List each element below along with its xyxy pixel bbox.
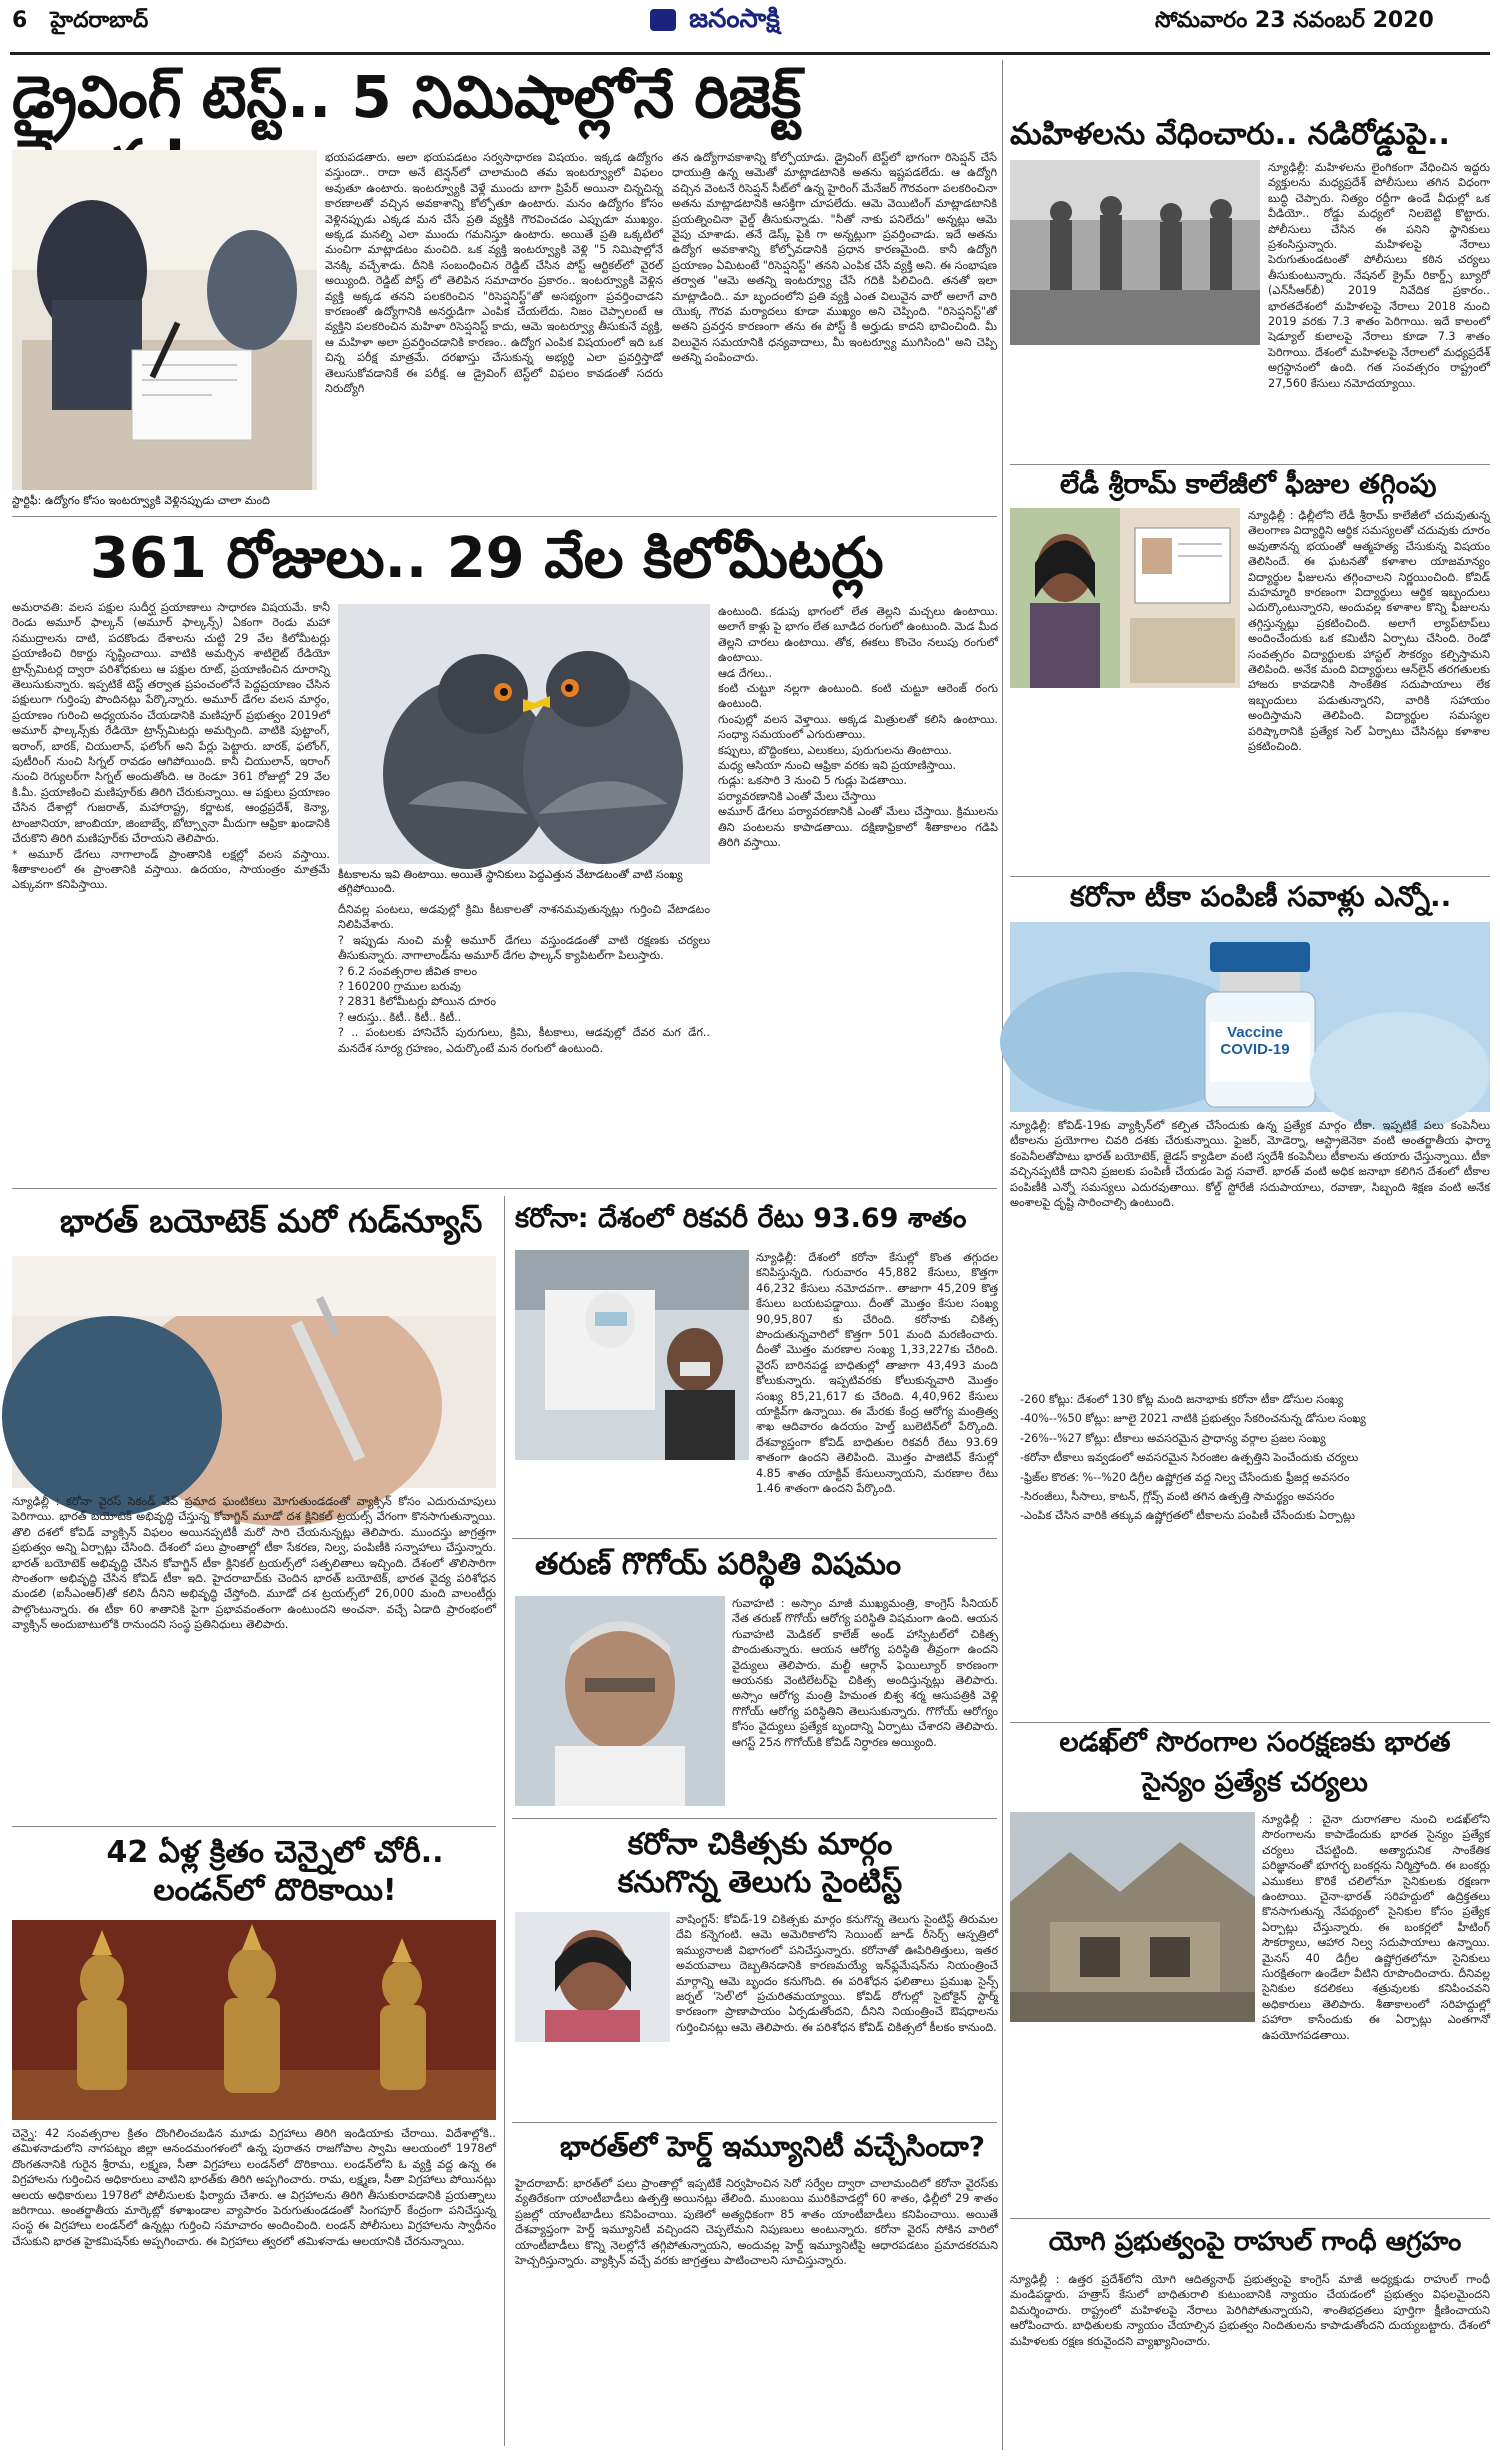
logo-icon [650, 9, 676, 31]
r3-stat-6: -సిరంజీలు, సీసాలు, కాటన్, గ్లోవ్స్ వంటి తగిన ఉత్పత్తి సామర్థ్యం అవసరం [1020, 1490, 1335, 1504]
a7-headline: కరోనా చికిత్సకు మార్గం [627, 1827, 893, 1862]
a3-headline: భారత్ బయోటెక్ మరో గుడ్‌న్యూస్ [60, 1202, 483, 1240]
page-number: 6 [12, 8, 28, 33]
r4-headline: లడఖ్‌లో సొరంగాల సంరక్షణకు భారత [1059, 1727, 1451, 1758]
a2-falcon-photo [338, 604, 710, 864]
a2-column-2: దీనివల్ల పంటలు, అడవుల్లో క్రిమి కీటకాలతో నాశనమవుతున్నట్లు గుర్తించి వేటాడటం నిలిపివేశారు. ? ఇప్పుడు నుంచి మళ్లీ అమూర్ డేగలు వస్తుండడంతో వాటి రక్షణకు చర్యలు తీసుకున్నారు. నాగాలాండ్‌ను అమూర్ డేగల ఫాల్కన్ క్యాపిటల్‌గా పిలుస్తారు. ? 6.2 సంవత్సరాల జీవిత కాలం ? 160200 గ్రాముల బరువు ? 2831 కిలోమీటర్లు పోయిన దూరం ? ఆరుస్తు.. కిటీ.. కిటీ.. కిటీ.. ? .. పంటలకు హానిచేసే పురుగులు, క్రిమి, కీటకాలు, ఆడవుల్లో దేవర మగ డేగ.. మనదేశ సూర్య గ్రహణం, ఎదుర్కొంటే మన రంగులో ఉంటుంది. [338, 903, 710, 1055]
r1-police-photo [1010, 160, 1260, 345]
a1-column-2: తన ఉద్యోగావకాశాన్ని కోల్పోయాడు. డ్రైవింగ్ టెస్ట్‌లో భాగంగా రిసెప్షన్ చేసే ధాయుత్రి ఉన్న ఆమెతో మాట్లాడటానికి అతను ఇష్టపడలేదు. ఆ ఉద్యోగి వచ్చిన వెంటనే రిసెప్షన్ సీట్‌లో ఉన్న హైరింగ్ మేనేజర్ గౌరవంగా పలకరించినా అతను మాట్లాడటానికి ఆసక్తిగా చూపలేదు. ఆమె వెయిటింగ్ మాట్లాడటానికి ప్రయత్నించినా వైల్డ్ తీసుకున్నాడు. "నీతో నాకు పనిలేదు" అన్నట్లు ఆమె వైపు చూశాడు. తనే డెస్క్ పైకి గా అన్నట్లుగా ప్రవర్తించాడు. ఇదే అతను ఉద్యోగ అవకాశాన్ని కోల్పోవడానికి ప్రధాన కారణమైంది. కానీ ఉద్యోగి ప్రయాణం ఏమిటంటే "రిసెప్షనిస్ట్" తనని ఎంపిక చేసే వ్యక్తి అని. ఈ సంభాషణ తర్వాత "ఆమె అతన్ని ఇంటర్వ్యూ చేసే గదికి పిలిచింది. తనతో ఇలా మాట్లాడింది.. మా బృందంలోని ప్రతి వ్యక్తి ఎంత విలువైన వారో అలాగే వారి యొక్క గౌరవ మర్యాదలు కూడా ముఖ్యం అని చెప్పింది. "రిసెప్షనిస్ట్"తో అతని ప్రవర్తన కారణంగా తను ఈ పోస్ట్ కి అర్హుడు కాదని భావించింది. మీ విలువైన సమయానికి ధన్యవాదాలు, మీ ఇంటర్వ్యూ ముగిసింది" అని చెప్పి అతన్ని పంపించారు. [672, 151, 997, 365]
a4-body: చెన్నై: 42 సంవత్సరాల క్రితం దొంగిలించబడిన మూడు విగ్రహాలు తిరిగి ఇండియాకు చేరాయి. విదేశాల్లోకి.. తమిళనాడులోని నాగపట్నం జిల్లా ఆనందమంగళంలో ఉన్న పురాతన రాజగోపాల స్వామి ఆలయంలో 1978లో దొంగతనానికి గురైన శ్రీరామ, లక్ష్మణ, సీతా విగ్రహాలు లండన్‌లో దొరికాయి. లండన్‌లోని ఓ వ్యక్తి వద్ద ఉన్న ఈ విగ్రహాలను గుర్తించిన అధికారులు వాటిని భారత్‌కు తిరిగి అప్పగించారు. రామ, లక్ష్మణ, సీతా విగ్రహాలు పోయినట్లు ఆలయ అధికారులు 1978లో పోలీసులకు ఫిర్యాదు చేశారు. ఆ విగ్రహాలను తిరిగి తీసుకురావడానికి ప్రయత్నాలు జరిగాయి. అంతర్జాతీయ మార్కెట్లో కళాఖండాల వ్యాపారం పెరుగుతుండడంతో సింగపూర్ కేంద్రంగా పనిచేస్తున్న సంస్థ ఈ విగ్రహాలు లండన్‌లో ఉన్నట్లు గుర్తించి సమాచారం అందించింది. లండన్ పోలీసులు విగ్రహాలను స్వాధీనం చేసుకుని భారత హైకమిషన్‌కు అప్పగించారు. ఈ విగ్రహాలు త్వరలో తమిళనాడు ఆలయానికి చేరనున్నాయి. [12, 2127, 496, 2248]
a7-headline-line2: కనుగొన్న తెలుగు సైంటిస్ట్ [617, 1865, 903, 1900]
a3-divider [12, 1826, 496, 1827]
issue-date: సోమవారం 23 నవంబర్ 2020 [1155, 8, 1434, 33]
r2-student-photo [1010, 508, 1240, 688]
r3-vial-label: Vaccine COVID-19 [1220, 1024, 1290, 1058]
r1-headline: మహిళలను వేధించారు.. నడిరోడ్డుపై.. [1010, 117, 1450, 152]
a1-divider [12, 516, 997, 517]
a2-divider [12, 1188, 997, 1189]
header-rule [10, 52, 1490, 55]
a4-idols-photo [12, 1920, 496, 2120]
r1-body: న్యూఢిల్లీ: మహిళలను లైంగికంగా వేధించిన ఇద్దరు వ్యక్తులను మధ్యప్రదేశ్ పోలీసులు తగిన విధంగా బుద్ధి చెప్పారు. నిత్యం రద్దీగా ఉండే వీధుల్లో ఒక వీడియో.. రోడ్డు మధ్యలో నిలబెట్టి కొట్టారు. పోలీసులు చేసిన ఈ పనిని స్థానికులు ప్రశంసిస్తున్నారు. మహిళలపై నేరాలు పెరుగుతుండటంతో పోలీసులు కఠిన చర్యలు తీసుకుంటున్నారు. నేషనల్ క్రైమ్ రికార్డ్స్ బ్యూరో (ఎన్‌సీఆర్‌బీ) 2019 నివేదిక ప్రకారం.. భారతదేశంలో మహిళలపై నేరాలు 2018 నుంచి 2019 వరకు 7.3 శాతం పెరిగాయి. ఇదే కాలంలో షెడ్యూల్ కులాలపై నేరాలు కూడా 7.3 శాతం పెరిగాయి. దేశంలో మహిళలపై నేరాలలో మధ్యప్రదేశ్ అగ్రస్థానంలో ఉంది. గత సంవత్సరం రాష్ట్రంలో 27,560 కేసులు నమోదయ్యాయి. [1268, 161, 1490, 390]
a5-covid-test-photo [515, 1250, 749, 1460]
newspaper-logo [650, 4, 780, 40]
r3-stat-7: -ఎంపిక చేసిన వారికి తక్కువ ఉష్ణోగ్రతలో టీకాలను పంపిణీ చేసేందుకు ఏర్పాట్లు [1020, 1509, 1356, 1523]
r3-stat-4: -కరోనా టీకాలు ఇవ్వడంలో అవసరమైన సిరంజిల ఉత్పత్తిని పెంచేందుకు చర్యలు [1020, 1451, 1359, 1465]
a5-divider [512, 1538, 997, 1539]
a4-headline: 42 ఏళ్ల క్రితం చెన్నైలో చోరీ.. [106, 1835, 444, 1870]
a2-caption: కీటకాలను ఇవి తింటాయి. అయితే స్థానికులు పెద్దఎత్తున వేటాడటంతో వాటి సంఖ్య తగ్గిపోయింది. [338, 868, 683, 895]
r4-bunker-photo [1010, 1812, 1255, 2022]
a2-column-3: ఉంటుంది. కడుపు భాగంలో లేత తెల్లని మచ్చలు ఉంటాయి. అలాగే కాళ్లు పై భాగం లేత బూడిద రంగులో ఉంటుంది. మెడ మీద తెల్లని చారలు ఉంటాయి. తోక, ఈకలు కొంచెం నలుపు రంగులో ఉంటాయి. ఆడ దేగలు.. కంటి చుట్టూ నల్లగా ఉంటుంది. కంటి చుట్టూ ఆరెంజ్ రంగు ఉంటుంది. గుంపుల్లో వలస వెళ్తాయి. అక్కడ మిత్రులతో కలిసి ఉంటాయి. సంధ్యా సమయంలో ఎగురుతాయి. కప్పులు, బొద్దింకలు, ఎలుకలు, పురుగులను తింటాయి. మధ్య ఆసియా నుంచి ఆఫ్రికా వరకు ఇవి ప్రయాణిస్తాయి. గుడ్లు: ఒకసారి 3 నుంచి 5 గుడ్లు పెడతాయి. పర్యావరణానికి ఎంతో మేలు చేస్తాయి అమూర్ డేగలు పర్యావరణానికి ఎంతో మేలు చేస్తాయి. క్రిములను తిని పంటలను కాపాడతాయి. దక్షిణాఫ్రికాలో శీతాకాలం గడిపి తిరిగి వస్తాయి. [718, 605, 998, 850]
a5-headline: కరోనా: దేశంలో రికవరీ రేటు 93.69 శాతం [515, 1203, 967, 1234]
column-divider [1002, 60, 1003, 2450]
a1-interview-photo [12, 150, 317, 490]
a7-divider [512, 2122, 997, 2123]
r2-headline: లేడీ శ్రీరామ్ కాలేజీలో ఫీజుల తగ్గింపు [1060, 469, 1437, 500]
a7-body: వాషింగ్టన్: కోవిడ్-19 చికిత్సకు మార్గం కనుగొన్న తెలుగు సైంటిస్ట్ తిరుమల దేవి కన్నెగంటి. ఆమె అమెరికాలోని సెయింట్ జూడ్ రీసెర్చ్ ఆస్పత్రిలో ఇమ్యునాలజీ విభాగంలో పనిచేస్తున్నారు. కరోనాతో ఊపిరితిత్తులు, ఇతర అవయవాలు దెబ్బతినడానికి కారణమయ్యే ఇన్‌ఫ్లమేషన్‌ను నియంత్రించే మార్గాన్ని ఆమె బృందం కనుగొంది. ఈ పరిశోధన ఫలితాలు ప్రముఖ సైన్స్ జర్నల్ 'సెల్'లో ప్రచురితమయ్యాయి. కోవిడ్ రోగుల్లో సైటోకైన్ స్టార్మ్ కారణంగా ప్రాణాపాయం ఏర్పడుతోందని, దీనిని నియంత్రించే ఔషధాలను గుర్తించినట్లు ఆమె తెలిపారు. ఈ పరిశోధన కోవిడ్ చికిత్సలో కీలకం కానుంది. [676, 1913, 998, 2034]
r4-body: న్యూఢిల్లీ : చైనా దురాగతాల నుంచి లడఖ్‌లోని సొరంగాలను కాపాడేందుకు భారత సైన్యం ప్రత్యేక చర్యలు చేపట్టింది. అత్యాధునిక సాంకేతిక పరిజ్ఞానంతో భూగర్భ బంకర్లను నిర్మిస్తోంది. ఈ బంకర్లు ఎముకలు కొరికే చలిలోనూ సైనికులకు రక్షణగా ఉంటాయి. చైనా-భారత్ సరిహద్దులో ఉద్రిక్తతలు కొనసాగుతున్న నేపథ్యంలో సైనికుల కోసం ప్రత్యేక ఏర్పాట్లు చేస్తున్నారు. ఈ బంకర్లలో హీటింగ్ సౌకర్యాలు, ఆహార నిల్వ సదుపాయాలు ఉన్నాయి. మైనస్ 40 డిగ్రీల ఉష్ణోగ్రతలోనూ సైనికులు సురక్షితంగా ఉండేలా వీటిని రూపొందించారు. దీనివల్ల సైనికుల కదలికలు శత్రువులకు కనిపించవని అధికారులు తెలిపారు. శీతాకాలంలో సరిహద్దుల్లో పహారా కాసేందుకు ఈ ఏర్పాట్లు ఎంతగానో ఉపయోగపడతాయి. [1262, 1813, 1490, 2042]
r3-stat-2: -40%--%50 కోట్లు: జూలై 2021 నాటికి ప్రభుత్వం సేకరించనున్న డోసుల సంఖ్య [1020, 1412, 1366, 1426]
section-name: హైదరాబాద్ [50, 8, 149, 33]
a1-caption: స్టార్టిఫీ: ఉద్యోగం కోసం ఇంటర్వ్యూకి వెళ్లినప్పుడు చాలా మంది [12, 494, 270, 507]
r2-body: న్యూఢిల్లీ : ఢిల్లీలోని లేడీ శ్రీరామ్ కాలేజీలో చదువుతున్న తెలంగాణ విద్యార్థిని ఆర్థిక సమస్యలతో చదువుకు దూరం అవుతానన్న భయంతో ఆత్మహత్య చేసుకున్న విషయం తెలిసిందే. ఈ ఘటనతో కళాశాల యాజమాన్యం విద్యార్థుల ఫీజులను తగ్గించాలని నిర్ణయించింది. కోవిడ్ మహమ్మారి కారణంగా విద్యార్థులు ఆర్థిక ఇబ్బందులు ఎదుర్కొంటున్నారని, అందువల్ల కళాశాల కొన్ని ఫీజులను తగ్గిస్తున్నట్లు ప్రకటించింది. అలాగే ల్యాప్‌టాప్‌లు అందించేందుకు ఒక కమిటీని ఏర్పాటు చేసింది. రెండో సంవత్సరం విద్యార్థులకు హాస్టల్ సౌకర్యం కల్పిస్తామని తెలిపింది. అనేక మంది విద్యార్థులు ఆన్‌లైన్ తరగతులకు హాజరు కావడానికి సాంకేతిక సదుపాయాలు లేక ఇబ్బందులు పడుతున్నారని, వారికి సహాయం అందిస్తామని తెలిపింది. విద్యార్థుల సమస్యల పరిష్కారానికి ప్రత్యేక సెల్ ఏర్పాటు చేసినట్లు కళాశాల ప్రకటించింది. [1248, 509, 1490, 754]
a1-headline: డ్రైవింగ్ టెస్ట్.. 5 నిమిషాల్లోనే రిజెక్ట్ [12, 63, 802, 131]
r2-divider [1010, 876, 1490, 877]
r1-divider [1010, 464, 1490, 465]
r5-headline: యోగి ప్రభుత్వంపై రాహుల్ గాంధీ ఆగ్రహం [1048, 2227, 1462, 2257]
a8-headline: భారత్‌లో హెర్డ్ ఇమ్యూనిటీ వచ్చేసిందా? [560, 2130, 985, 2163]
lower-left-divider [504, 1196, 505, 2446]
a8-body: హైదరాబాద్: భారత్‌లో పలు ప్రాంతాల్లో ఇప్పటికే నిర్వహించిన సెరో సర్వేల ద్వారా చాలామందిలో కరోనా వైరస్‌కు వ్యతిరేకంగా యాంటీబాడీలు ఉత్పత్తి అయినట్లు తేలింది. ముంబయి మురికివాడల్లో 60 శాతం, ఢిల్లీలో 29 శాతం ప్రజల్లో యాంటీబాడీలు కనిపించాయి. పుణెలో అత్యధికంగా 85 శాతం యాంటీబాడీలు కనిపించాయి. అయితే దేశవ్యాప్తంగా హెర్డ్ ఇమ్యూనిటీ వచ్చిందని చెప్పలేమని నిపుణులు అంటున్నారు. కరోనా వైరస్ సోకిన వారిలో యాంటీబాడీలు కొన్ని నెలల్లోనే తగ్గిపోతున్నాయని, అందువల్ల హెర్డ్ ఇమ్యూనిటీపై ఆధారపడటం ప్రమాదకరమని హెచ్చరిస్తున్నారు. వ్యాక్సిన్ వచ్చే వరకు జాగ్రత్తలు పాటించాలని సూచిస్తున్నారు. [515, 2177, 998, 2268]
r4-headline-line2: సైన్యం ప్రత్యేక చర్యలు [1142, 1767, 1368, 1798]
a7-scientist-photo [515, 1912, 670, 2042]
r3-stat-3: -26%--%27 కోట్లు: టీకాలు అవసరమైన ప్రాధాన్య వర్గాల ప్రజల సంఖ్య [1020, 1431, 1326, 1445]
a6-body: గువాహటి : అస్సాం మాజీ ముఖ్యమంత్రి, కాంగ్రెస్ సీనియర్ నేత తరుణ్ గొగోయ్ ఆరోగ్య పరిస్థితి విషమంగా ఉంది. ఆయన గువాహటి మెడికల్ కాలేజ్ అండ్ హాస్పిటల్‌లో చికిత్స పొందుతున్నారు. ఆయన ఆరోగ్య పరిస్థితి తీవ్రంగా ఉందని వైద్యులు తెలిపారు. మల్టీ ఆర్గాన్ ఫెయిల్యూర్ కారణంగా ఆయనకు వెంటిలేటర్‌పై చికిత్స అందిస్తున్నట్లు తెలిపారు. అస్సాం ఆరోగ్య మంత్రి హిమంత బిశ్వ శర్మ ఆసుపత్రికి వెళ్లి గొగోయ్ ఆరోగ్య పరిస్థితిని తెలుసుకున్నారు. గొగోయ్ ఆరోగ్యం కోసం వైద్యులు ప్రత్యేక బృందాన్ని ఏర్పాటు చేశారని తెలిపారు. ఆగస్ట్ 25న గొగోయ్‌కి కోవిడ్ నిర్ధారణ అయ్యింది. [732, 1597, 998, 1749]
a2-column-1: అమరావతి: వలస పక్షుల సుదీర్ఘ ప్రయాణాలు సాధారణ విషయమే. కానీ రెండు అమూర్ ఫాల్కన్ (అమూర్ ఫాల్కన్స్) ఏకంగా రెండు మహా సముద్రాలను దాటి, పదకొండు దేశాలను చుట్టి 29 వేల కిలోమీటర్లు ప్రయాణించి రికార్డు సృష్టించాయి. వాటికి అమర్చిన శాటిలైట్ రేడియో ట్రాన్స్‌మిటర్ల ద్వారా పరిశోధకులు ఆ పక్షుల రూట్, ప్రయాణించిన దూరాన్ని తెలుసుకున్నారు. ఇప్పటికే టెస్ట్ తర్వాత ప్రపంచంలోనే పెద్దప్రయాణం చేసిన పక్షులుగా గుర్తింపు పొందినట్లు పేర్కొన్నారు. అమూర్ డేగల వలస మార్గం, ప్రయాణం గురించి అధ్యయనం చేయడానికి మణిపూర్ ప్రభుత్వం 2019లో అమూర్ ఫాల్కన్స్‌కు రేడియో ట్రాన్స్‌మిటర్లు అమర్చింది. వాటికి పుట్టాంగ్, ఇరాంగ్, బారక్, చియులాన్, ఫలోంగ్ అని పేర్లు పెట్టారు. బారక్, ఫలోంగ్, పుటీరింగ్ నుంచి సిగ్నల్ రావడం ఆగిపోయింది. కానీ చియులాన్, ఇరాంగ్ నుంచి రెగ్యులర్‌గా సిగ్నల్ అందుతోంది. ఆ రెండూ 361 రోజుల్లో 29 వేల కి.మీ. ప్రయాణించి మణిపూర్‌కు తిరిగి చేరుకున్నాయి. ఆ పక్షులు ప్రయాణం చేసిన దేశాల్లో గుజరాత్, మహారాష్ట్ర, కర్ణాటక, ఆంధ్రప్రదేశ్, కెన్యా, టాంజానియా, జాంబియా, జింబాబ్వే, బోట్స్వానా మీదుగా ఆఫ్రికా ఖండానికి చేరుకొని తిరిగి మణిపూర్‌కు చేరాయని తెలిపారు. * అమూర్ డేగలు నాగాలాండ్ ప్రాంతానికి లక్షల్లో వలస వస్తాయి. శీతాకాలంలో ఈ ప్రాంతానికి వస్తాయి. ఉదయం, సాయంత్రం మాత్రమే ఎక్కువగా కనిపిస్తాయి. [12, 601, 330, 892]
a6-gogoi-photo [515, 1596, 725, 1806]
logo-text: జనంసాక్షి [689, 4, 780, 34]
r3-vaccine-vial-photo [1010, 922, 1490, 1112]
a5-body: న్యూఢిల్లీ: దేశంలో కరోనా కేసుల్లో కొంత తగ్గుదల కనిపిస్తున్నది. గురువారం 45,882 కేసులు, కొత్తగా 46,232 కేసులు నమోదవగా.. తాజాగా 45,209 కొత్త కేసులు బయటపడ్డాయి. దీంతో మొత్తం కేసుల సంఖ్య 90,95,807 కు చేరింది. కరోనాకు చికిత్స పొందుతున్నవారిలో కొత్తగా 501 మంది మరణించారు. దీంతో మొత్తం మరణాల సంఖ్య 1,33,227కు చేరింది. వైరస్ బారినపడ్డ బాధితుల్లో తాజాగా 43,493 మంది కోలుకున్నారు. ఇప్పటివరకు కోలుకున్నవారి మొత్తం సంఖ్య 85,21,617 కు చేరింది. 4,40,962 కేసులు యాక్టివ్‌గా ఉన్నాయి. ఈ మేరకు కేంద్ర ఆరోగ్య మంత్రిత్వ శాఖ ఆదివారం ఉదయం హెల్త్ బులెటిన్‌లో పేర్కొంది. దేశవ్యాప్తంగా కోవిడ్ బాధితుల రికవరీ రేటు 93.69 శాతంగా ఉందని తెలిపింది. మొత్తం పాజిటివ్ కేసుల్లో 4.85 శాతం యాక్టివ్ కేసులున్నాయని, మరణాల రేటు 1.46 శాతంగా ఉందని పేర్కొంది. [756, 1251, 998, 1496]
r3-stat-5: -ఫ్రిజ్‌ల కొరత: %--%20 డిగ్రీల ఉష్ణోగ్రత వద్ద నిల్వ చేసేందుకు ఫ్రీజర్ల అవసరం [1020, 1470, 1350, 1484]
r5-body: న్యూఢిల్లీ : ఉత్తర ప్రదేశ్‌లోని యోగి ఆదిత్యనాథ్ ప్రభుత్వంపై కాంగ్రెస్ మాజీ అధ్యక్షుడు రాహుల్ గాంధీ మండిపడ్డారు. హత్రాస్ కేసులో బాధితురాలి కుటుంబానికి న్యాయం చేయడంలో ప్రభుత్వం విఫలమైందని విమర్శించారు. రాష్ట్రంలో మహిళలపై నేరాలు పెరిగిపోతున్నాయని, శాంతిభద్రతలు పూర్తిగా క్షీణించాయని ఆరోపించారు. బాధితులకు న్యాయం చేయాల్సిన ప్రభుత్వం నిందితులను కాపాడుతోందని దుయ్యబట్టారు. దేశంలో మహిళలకు రక్షణ కరువైందని వ్యాఖ్యానించారు. [1010, 2273, 1490, 2348]
page-number-and-section [12, 8, 148, 38]
a3-vaccine-arm-photo [12, 1256, 496, 1488]
r3-divider [1010, 1722, 1490, 1723]
r3-stat-1: -260 కోట్లు: దేశంలో 130 కోట్ల మంది జనాభాకు కరోనా టీకా డోసుల సంఖ్య [1020, 1393, 1344, 1406]
a6-headline: తరుణ్ గొగోయ్ పరిస్థితి విషమం [535, 1547, 902, 1582]
a4-headline-line2: లండన్‌లో దొరికాయి! [153, 1873, 397, 1908]
r4-divider [1010, 2218, 1490, 2219]
a6-divider [512, 1818, 997, 1819]
a1-column-1: భయపడతారు. అలా భయపడటం సర్వసాధారణ విషయం. ఇక్కడ ఉద్యోగం వస్తుందా.. రాదా అనే టెన్షన్‌లో చాలామంది తమ ఇంటర్వ్యూలో విఫలం అవుతూ ఉంటారు. ఇంటర్వ్యూకి వెళ్లే ముందు బాగా ప్రిపేర్ అయినా చిన్నచిన్న కారణాలతో వచ్చిన అవకాశాన్ని కోల్పోతూ ఉంటారు. మనం ఉద్యోగం కోసం వెళ్లినప్పుడు ఎక్కడ మన చేసే ప్రతి వ్యక్తికి గౌరవించడం ఎప్పుడూ ముఖ్యం. అక్కడ మనల్ని ఎలా ముందు గమనిస్తూ ఉంటారు. అయితే ప్రతి ఒక్కటిలో మంచిగా మాట్లాడటం మంచిది. ఒక వ్యక్తి ఇంటర్వ్యూకి వెళ్లి "5 నిమిషాల్లోనే వెనక్కి వచ్చేశాడు. దీనికి సంబంధించిన రెడ్డిట్ చేసిన పోస్ట్ ఆర్టికల్‌లో వైరల్ అయ్యింది. రెడ్డిట్ పోస్ట్ లో తెలిపిన సమాచారం ప్రకారం.. ఇంటర్వ్యూకి వెళ్లిన వ్యక్తి అక్కడ తనని పలకరించిన "రిసెప్షనిస్ట్"తో అసభ్యంగా ప్రవర్తించాడని కారణంతో ఉద్యోగానికి అనర్హుడిగా ఎంపిక చేయలేదు. నిజం చెప్పాలంటే ఆ వ్యక్తిని పలకరించిన మహిళా రిసెప్షనిస్ట్ కాదు, ఆమె ఇంటర్వ్యూ తీసుకునే వ్యక్తి, ఆ మహిళా అలా ప్రవర్తించడానికి కారణం.. ఉద్యోగ ఎంపిక విషయంలో ఇది ఒక చిన్న పరీక్ష మాత్రమే. దరఖాస్తు చేసుకున్న అభ్యర్థి ఎలా ప్రవర్తిస్తాడో తెలుసుకోవడానికే ఈ పరీక్ష. ఆ డ్రైవింగ్ టెస్ట్‌లో విఫలం కావడంతో సదరు నిరుద్యోగి [325, 151, 663, 396]
r3-stats-list [1010, 1392, 1490, 1668]
a2-headline: 361 రోజులు.. 29 వేల కిలోమీటర్లు [90, 526, 884, 591]
r3-intro: న్యూఢిల్లీ: కోవిడ్-19కు వ్యాక్సిన్‌లో కల్పిత చేసేందుకు ఉన్న ప్రత్యేక మార్గం టీకా. ఇప్పటికే పలు కంపెనీలు టీకాలను ప్రయోగాల చివరి దశకు చేరుకున్నాయి. ఫైజర్, మోడెర్నా, ఆస్ట్రాజెనెకా వంటి అంతర్జాతీయ ఫార్మా కంపెనీలతోపాటు భారత్ బయోటెక్, జైడస్ క్యాడిలా వంటి స్వదేశీ కంపెనీలు టీకాలను తయారు చేస్తున్నాయి. టీకా వచ్చినప్పటికీ దానిని ప్రజలకు పంపిణీ చేయడం పెద్ద సవాలే. భారత్ వంటి అధిక జనాభా కలిగిన దేశంలో టీకాల పంపిణీకి ఎన్నో సమస్యలు ఎదురవుతాయి. కోల్డ్ స్టోరేజీ సదుపాయాలు, రవాణా, సిబ్బంది శిక్షణ వంటి అనేక అంశాలపై దృష్టి సారించాల్సి ఉంటుంది. [1010, 1119, 1490, 1210]
a3-body: న్యూఢిల్లీ : కరోనా వైరస్ సెకండ్ వేవ్ ప్రమాద ఘంటికలు మోగుతుండడంతో వ్యాక్సిన్ కోసం ఎదురుచూపులు పెరిగాయి. భారత్ బయోటెక్ అభివృద్ధి చేస్తున్న కోవాగ్జిన్ మూడో దశ క్లినికల్ ట్రయల్స్ వేగంగా కొనసాగుతున్నాయి. తొలి దశలో కోవిడ్ వ్యాక్సిన్ విఫలం అయినప్పటికీ మరో సారి చేయనున్నట్లు తెలిపారు. ముందస్తు జాగ్రత్తగా ప్రభుత్వం అన్ని ఏర్పాట్లు చేసింది. దేశంలో పలు ప్రాంతాల్లో టీకా సేకరణ, నిల్వ, పంపిణీకి సన్నాహాలు చేస్తున్నారు. భారత్ బయోటెక్ అభివృద్ధి చేసిన కోవాగ్జిన్ టీకా క్లినికల్ ట్రయల్స్‌లో సత్ఫలితాలు ఇచ్చింది. దేశంలో తొలిసారిగా సొంతంగా అభివృద్ధి చేసిన కోవిడ్ టీకా ఇది. హైదరాబాద్‌కు చెందిన భారత్ బయోటెక్, భారత వైద్య పరిశోధన మండలి (ఐసీఎంఆర్)తో కలిసి దీనిని అభివృద్ధి చేస్తోంది. మూడో దశ ట్రయల్స్‌లో 26,000 మంది వాలంటీర్లు పాల్గొంటున్నారు. ఈ టీకా 60 శాతానికి పైగా ప్రభావవంతంగా ఉంటుందని అంచనా. వచ్చే ఏడాది ప్రారంభంలో వ్యాక్సిన్ అందుబాటులోకి రానుందని సంస్థ ప్రతినిధులు తెలిపారు. [12, 1495, 496, 1632]
r3-headline: కరోనా టీకా పంపిణీ సవాళ్లు ఎన్నో.. [1070, 880, 1452, 913]
